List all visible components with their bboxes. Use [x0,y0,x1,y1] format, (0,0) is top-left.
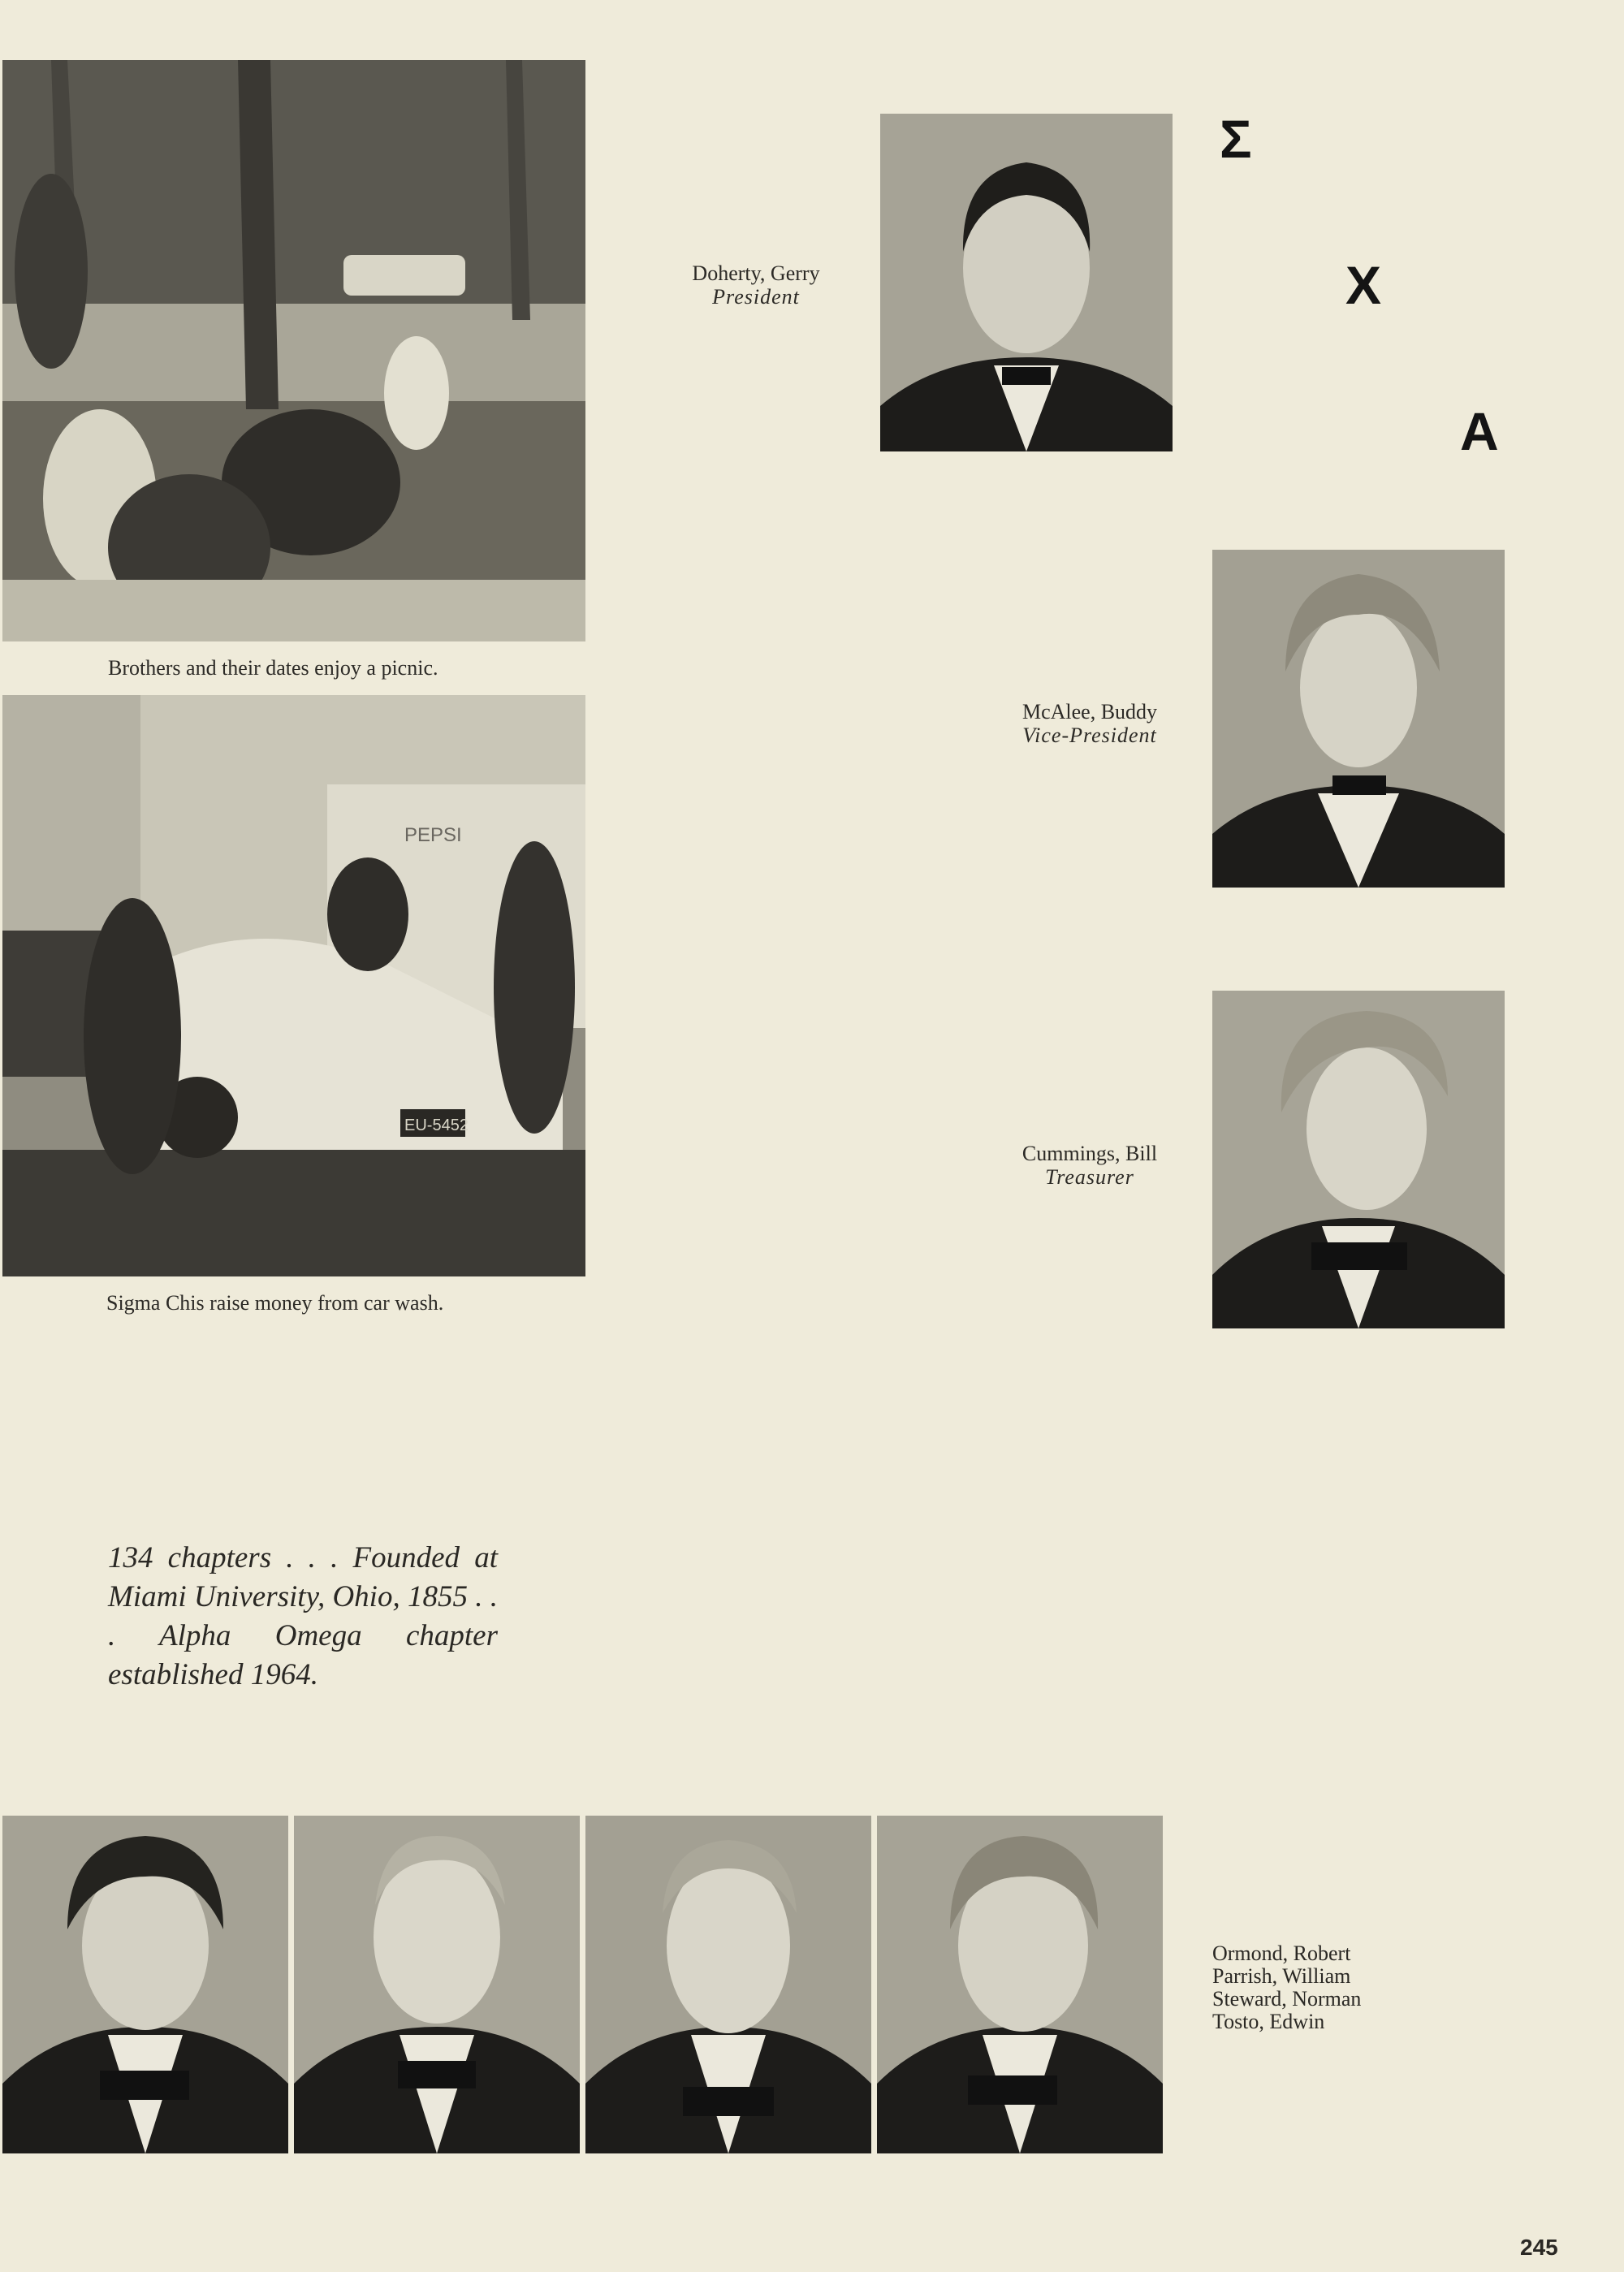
member-name: Ormond, Robert [1212,1942,1351,1965]
page-number: 245 [1520,2235,1558,2260]
greek-letter-chi: X [1345,255,1382,315]
license-plate: EU-5452 [404,1117,469,1134]
officer-name: Cummings, Bill [1021,1142,1158,1165]
officer-name: Doherty, Gerry [692,261,820,285]
officer-mcalee-caption [997,700,1182,747]
officer-title: President [712,285,800,309]
portrait-cummings [1212,991,1505,1328]
greek-letter-sigma: Σ [1220,109,1252,169]
greek-letter-alpha: A [1460,401,1499,461]
officer-title: Treasurer [1045,1165,1134,1189]
picnic-photo [2,60,585,641]
member-name: Tosto, Edwin [1212,2010,1325,2033]
picnic-caption: Brothers and their dates enjoy a picnic. [108,656,438,680]
portrait-mcalee [1212,550,1505,888]
member-name: Parrish, William [1212,1964,1351,1988]
officer-cummings-caption [1002,1142,1177,1189]
officer-doherty-caption [667,261,844,309]
portrait-doherty [880,114,1173,451]
officer-name: McAlee, Buddy [1021,700,1158,723]
portrait-tosto [877,1816,1163,2153]
officer-title: Vice-President [1022,723,1157,747]
car-wash-caption: Sigma Chis raise money from car wash. [106,1291,444,1315]
member-name: Steward, Norman [1212,1987,1362,2011]
portrait-parrish [294,1816,580,2153]
portrait-steward [585,1816,871,2153]
member-names-list [1212,1942,1361,2033]
portrait-ormond [2,1816,288,2153]
chapter-history: 134 chapters . . . Founded at Miami University, Ohio, 1855 . . . Alpha Omega chapter established 1964. [108,1541,498,1691]
car-wash-photo [2,695,585,1276]
pepsi-sign: PEPSI [404,824,462,846]
